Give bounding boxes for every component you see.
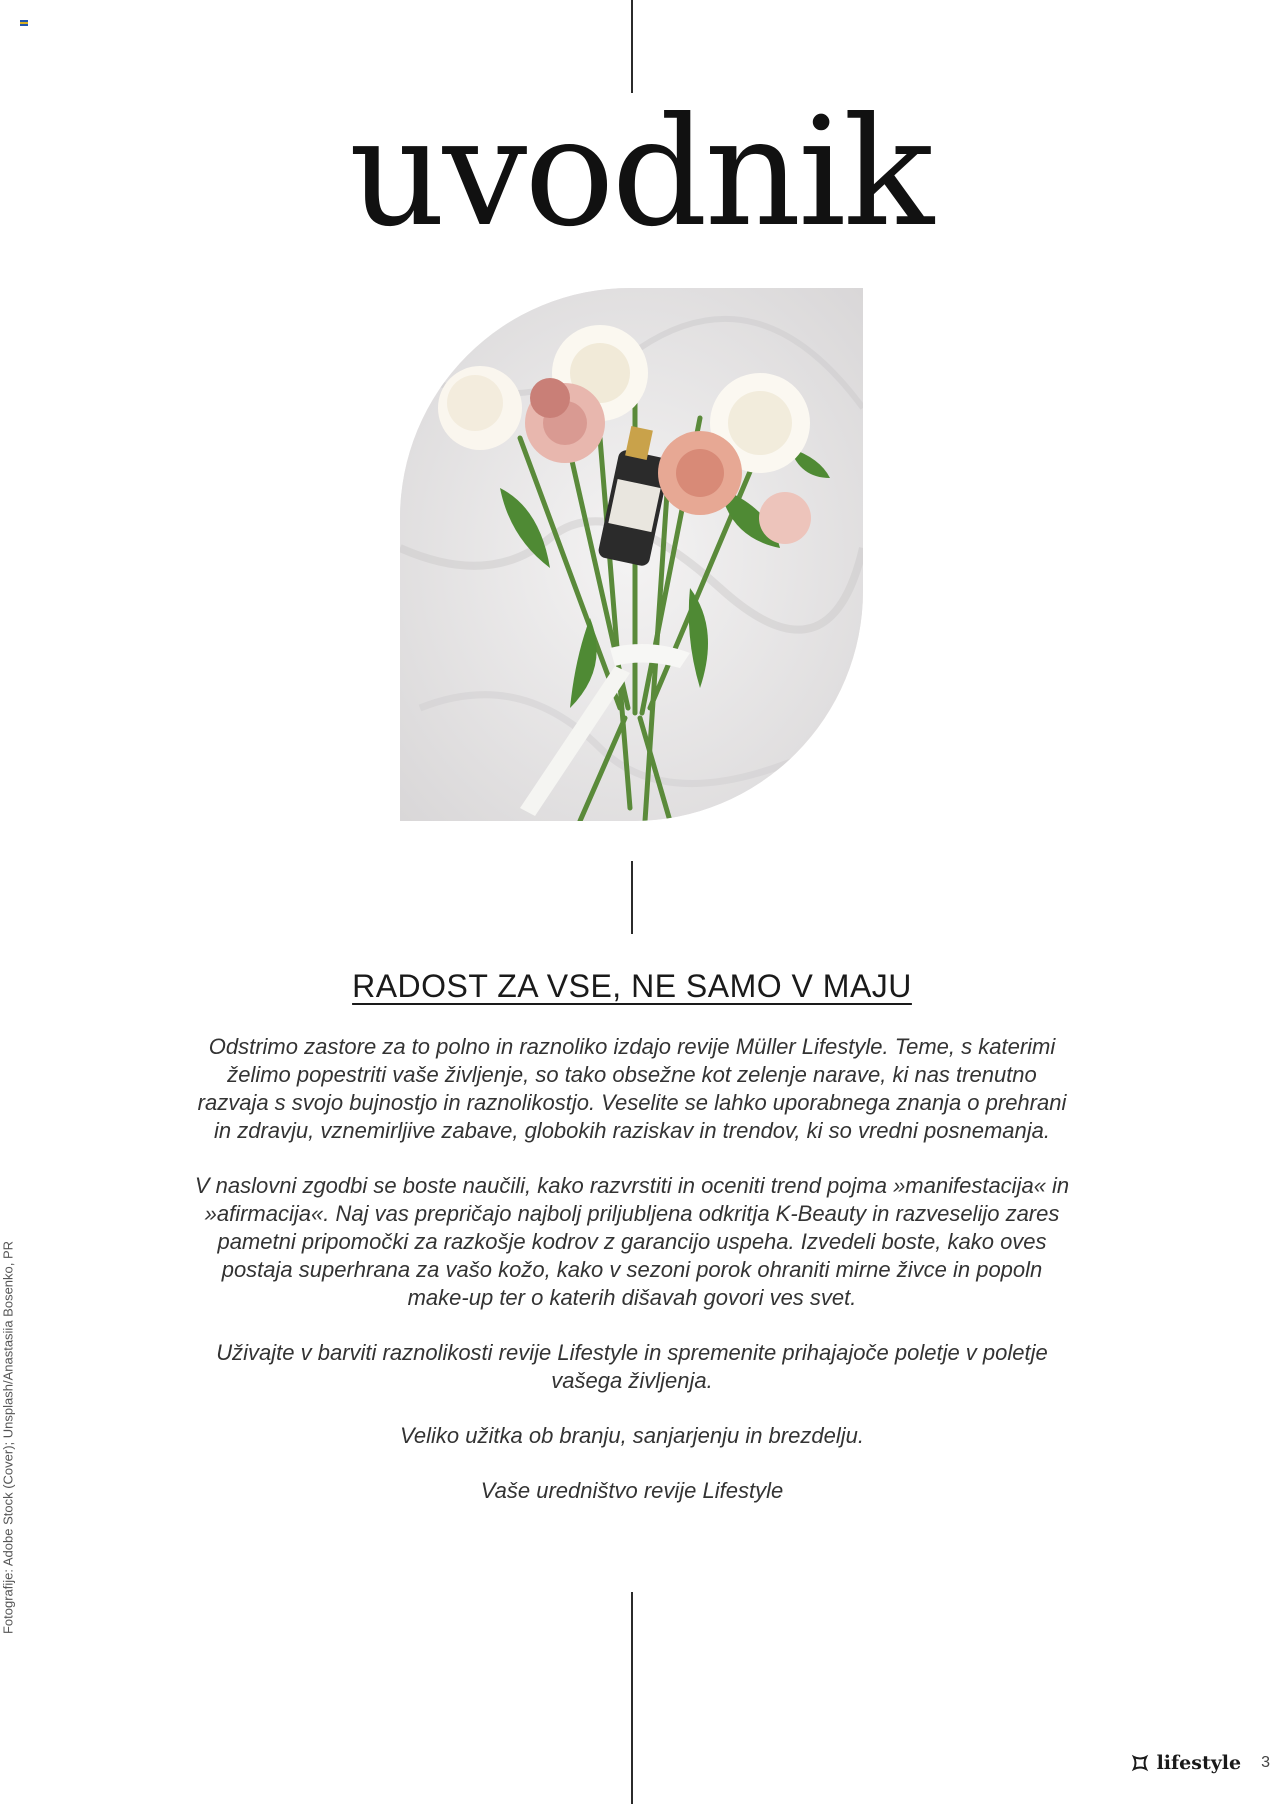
divider-line-bottom <box>631 1592 633 1804</box>
footer-brand <box>1131 1752 1270 1774</box>
divider-line-top <box>631 0 633 93</box>
hero-image-bouquet <box>400 288 863 821</box>
divider-line-middle <box>631 861 633 934</box>
article-signature: Vaše uredništvo revije Lifestyle <box>480 1478 784 1503</box>
article-paragraph: Veliko užitka ob branju, sanjarjenju in brezdelju. <box>400 1423 864 1448</box>
article-paragraph: Odstrimo zastore za to polno in raznoliko izdajo revije Müller Lifestyle. Teme, s katerimi želimo popestriti vaše življenje, so tako obsežne kot zelenje narave, ki nas trenutno razvaja s svojo bujnostjo in raznolikostjo. Veselite se lahko uporabnega znanja o prehrani in zdravju, vznemirljive zabave, globokih raziskav in trendov, ki so vredni posnemanja. <box>197 1034 1067 1143</box>
photo-credit: Fotografije: Adobe Stock (Cover); Unsplash/Anastasiia Bosenko, PR <box>0 1240 16 1635</box>
menu-icon[interactable] <box>20 20 28 26</box>
article-body <box>190 1033 1074 1532</box>
page-number: 3 <box>1261 1754 1270 1771</box>
article-heading: RADOST ZA VSE, NE SAMO V MAJU <box>352 968 912 1004</box>
page-title: uvodnik <box>348 86 932 260</box>
brand-name: lifestyle <box>1156 1752 1242 1774</box>
article-paragraph: V naslovni zgodbi se boste naučili, kako razvrstiti in oceniti trend pojma »manifestacija« in »afirmacija«. Naj vas prepričajo najbolj priljubljena odkritja K-Beauty in razveselijo zares pametni pripomočki za razkošje kodrov z garancijo uspeha. Izvedeli boste, kako oves postaja superhrana za vašo kožo, kako v sezoni porok ohraniti mirne živce in popoln make-up ter o katerih dišavah govori ves svet. <box>194 1173 1070 1310</box>
square-outline-icon <box>1131 1754 1149 1772</box>
article-paragraph: Uživajte v barviti raznolikosti revije Lifestyle in spremenite prihajajoče poletje v poletje vašega življenja. <box>216 1340 1048 1393</box>
